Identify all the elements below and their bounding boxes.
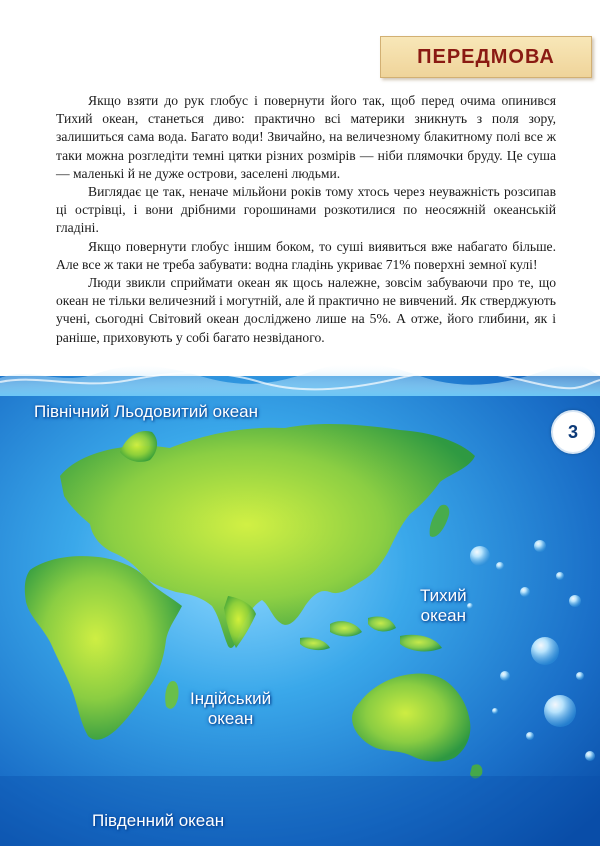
southern-ocean-label: Південний океан: [92, 811, 225, 830]
map-illustration: [0, 356, 600, 846]
paragraph-1: Якщо взяти до рук глобус і повернути його так, щоб перед очима опинився Тихий океан, станеться диво: практично всі материки зникнуть з поля зору, залишиться сама вода. Багато води! Звичайно, на величезному блакитному полі все ж таки можна розгледіти темні цятки різних розмірів — ніби плямочки бруду. Це суша — маленькі й не дуже острови, заселені людьми.: [56, 93, 556, 181]
paragraph-3: Якщо повернути глобус іншим боком, то суші виявиться вже набагато більше. Але все ж таки не треба забувати: водна гладінь укриває 71% поверхні земної кулі!: [56, 238, 556, 272]
page-title: ПЕРЕДМОВА: [380, 36, 592, 78]
indian-ocean-label: Індійський океан: [190, 689, 272, 728]
page-number: 3: [551, 410, 595, 454]
paragraph-4: Люди звикли сприймати океан як щось належне, зовсім забуваючи про те, що океан не тільки величезний і могутній, але й практично не вивчений. Як стверджують учені, сьогодні Світовий океан досліджено лише на 5%. А отже, його глибини, як і раніше, приховують у собі багато незвіданого.: [56, 275, 556, 345]
world-ocean-map: [0, 356, 600, 846]
pacific-ocean-label: Тихий океан: [420, 586, 467, 625]
preface-text: [56, 92, 556, 347]
arctic-ocean-label: Північний Льодовитий океан: [34, 402, 259, 421]
paragraph-2: Виглядає це так, неначе мільйони років тому хтось через неуважність розсипав ці острівці, і вони дрібними горошинами розкотилися по неосяжній океанській гладіні.: [56, 184, 556, 236]
